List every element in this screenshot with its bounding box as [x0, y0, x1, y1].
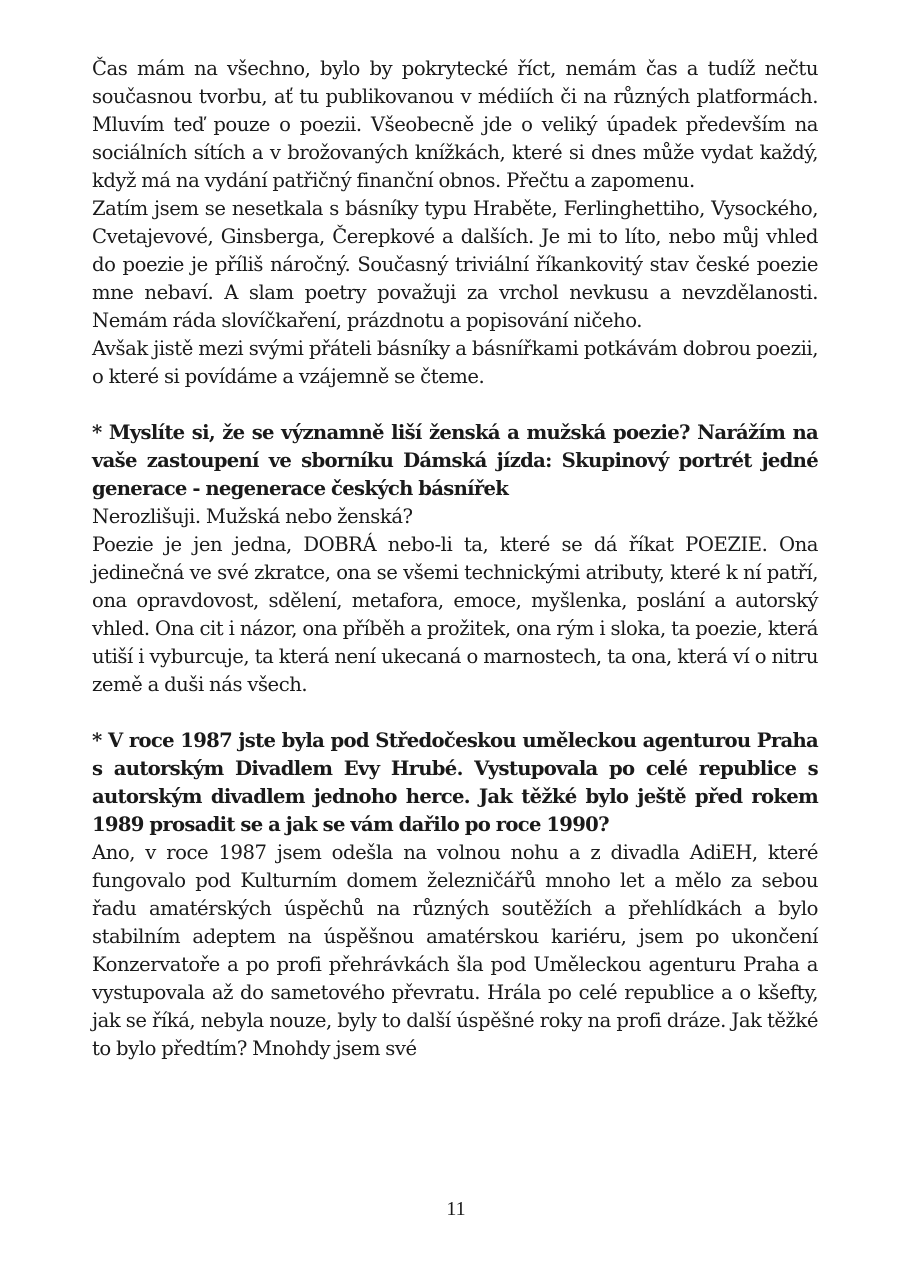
page-body: [92, 55, 818, 1063]
paragraph: Ano, v roce 1987 jsem odešla na volnou nohu a z divadla AdiEH, které fungovalo pod Kulturním domem železničářů mnoho let a mělo za sebou řadu amatérských úspěchů na různých soutěžích a přehlídkách a bylo stabilním adeptem na úspěšnou amatérskou kariéru, jsem po ukončení Konzervatoře a po profi přehrávkách šla pod Uměleckou agenturu Praha a vystupovala až do sametového převratu. Hrála po celé republice a o kšefty, jak se říká, nebyla nouze, byly to další úspěšné roky na profi dráze. Jak těžké to bylo předtím? Mnohdy jsem své: [92, 841, 818, 1060]
interview-question: * V roce 1987 jste byla pod Středočeskou uměleckou agenturou Praha s autorským Divadlem Evy Hrubé. Vystupovala po celé republice s autorským divadlem jednoho herce. Jak těžké bylo ještě před rokem 1989 prosadit se a jak se vám dařilo po roce 1990?: [92, 729, 818, 836]
paragraph: Čas mám na všechno, bylo by pokrytecké říct, nemám čas a tudíž nečtu současnou tvorbu, ať tu publikovanou v médiích či na různých platformách. Mluvím teď pouze o poezii. Všeobecně jde o veliký úpadek především na sociálních sítích a v brožovaných knížkách, které si dnes může vydat každý, když má na vydání patřičný finanční obnos. Přečtu a zapomenu.: [92, 57, 818, 192]
paragraph: Avšak jistě mezi svými přáteli básníky a básnířkami potkávám dobrou poezii, o které si povídáme a vzájemně se čteme.: [92, 337, 818, 388]
paragraph: Zatím jsem se nesetkala s básníky typu Hraběte, Ferlinghettiho, Vysockého, Cvetajevové, Ginsberga, Čerepkové a dalších. Je mi to líto, nebo můj vhled do poezie je příliš náročný. Současný triviální říkankovitý stav české poezie mne nebaví. A slam poetry považuji za vrchol nevkusu a nevzdělanosti. Nemám ráda slovíčkaření, prázdnotu a popisování ničeho.: [92, 197, 818, 332]
paragraph: Poezie je jen jedna, DOBRÁ nebo-li ta, které se dá říkat POEZIE. Ona jedinečná ve své zkratce, ona se všemi technickými atributy, které k ní patří, ona opravdovost, sdělení, metafora, emoce, myšlenka, poslání a autorský vhled. Ona cit i názor, ona příběh a prožitek, ona rým i sloka, ta poezie, která utiší i vyburcuje, ta která není ukecaná o marnostech, ta ona, která ví o nitru země a duši nás všech.: [92, 533, 818, 696]
page-number: 11: [446, 1198, 466, 1220]
paragraph: Nerozlišuji. Mužská nebo ženská?: [92, 505, 413, 528]
interview-question: * Myslíte si, že se významně liší ženská a mužská poezie? Narážím na vaše zastoupení ve sborníku Dámská jízda: Skupinový portrét jedné generace - negenerace českých básnířek: [92, 421, 818, 500]
